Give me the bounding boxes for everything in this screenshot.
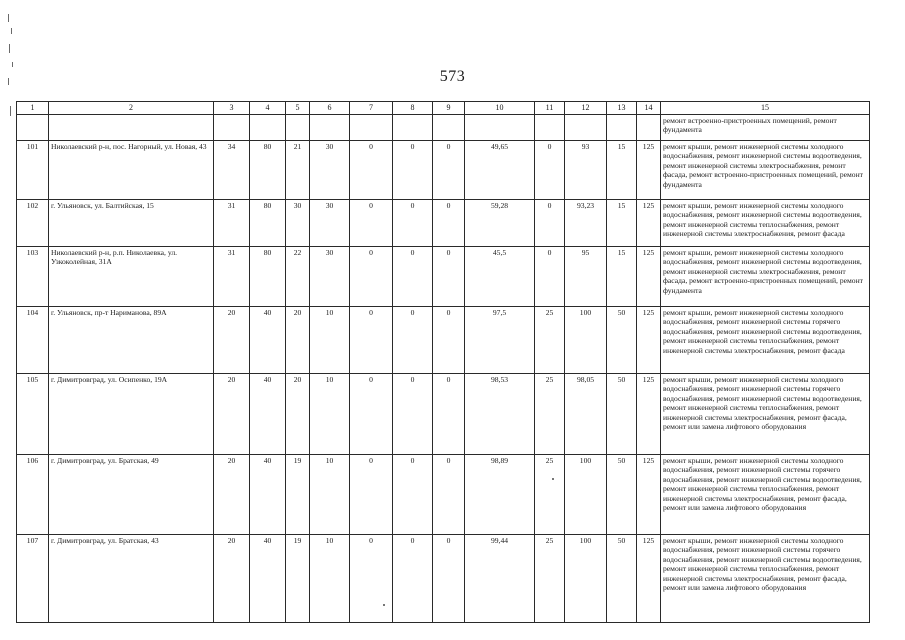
cell-val-8: 0 [393, 141, 433, 200]
cell-row-number: 107 [17, 535, 49, 623]
cell-address: Николаевский р-н, пос. Нагорный, ул. Новая, 43 [49, 141, 214, 200]
cell-val-7: 0 [350, 141, 393, 200]
cell-val-6: 10 [310, 535, 350, 623]
cell-val-7: 0 [350, 535, 393, 623]
cell-val-10: 59,28 [465, 200, 535, 247]
cell-row-number: 102 [17, 200, 49, 247]
cell-work-types: ремонт крыши, ремонт инженерной системы холодного водоснабжения, ремонт инженерной системы горячего водоснабжения, ремонт инженерной системы водоотведения, ремонт инженерной системы теплоснабжения, ремонт инженерной системы электроснабжения, ремонт фасада, ремонт или замена лифтового оборудования [661, 535, 870, 623]
cell-val-11: 25 [535, 455, 565, 535]
cell-val-12 [565, 115, 607, 141]
cell-val-8: 0 [393, 374, 433, 455]
cell-val-12: 95 [565, 247, 607, 307]
cell-val-9: 0 [433, 535, 465, 623]
cell-val-13: 50 [607, 307, 637, 374]
cell-val-14 [637, 115, 661, 141]
cell-val-14: 125 [637, 374, 661, 455]
cell-row-number: 103 [17, 247, 49, 307]
cell-val-7: 0 [350, 455, 393, 535]
cell-val-12: 93 [565, 141, 607, 200]
cell-val-10: 45,5 [465, 247, 535, 307]
cell-val-3: 31 [214, 200, 250, 247]
cell-val-6: 10 [310, 374, 350, 455]
table-row [17, 247, 870, 307]
cell-val-6: 30 [310, 247, 350, 307]
table-row [17, 141, 870, 200]
column-header-3: 3 [214, 102, 250, 115]
cell-val-8 [393, 115, 433, 141]
cell-val-11 [535, 115, 565, 141]
column-header-13: 13 [607, 102, 637, 115]
column-number-row [17, 102, 870, 115]
cell-val-14: 125 [637, 307, 661, 374]
cell-address: Николаевский р-н, р.п. Николаевка, ул. Узкоколейная, 31А [49, 247, 214, 307]
cell-val-13: 15 [607, 247, 637, 307]
cell-val-6: 10 [310, 455, 350, 535]
cell-val-3: 31 [214, 247, 250, 307]
cell-val-10: 97,5 [465, 307, 535, 374]
cell-val-6 [310, 115, 350, 141]
cell-val-11: 0 [535, 200, 565, 247]
cell-work-types: ремонт крыши, ремонт инженерной системы холодного водоснабжения, ремонт инженерной системы водоотведения, ремонт инженерной системы электроснабжения, ремонт фасада, ремонт встроенно-пристроенных помещений, ремонт фундамента [661, 141, 870, 200]
cell-val-11: 0 [535, 247, 565, 307]
cell-val-3 [214, 115, 250, 141]
cell-val-14: 125 [637, 247, 661, 307]
cell-val-3: 34 [214, 141, 250, 200]
table-row [17, 115, 870, 141]
cell-val-8: 0 [393, 535, 433, 623]
cell-val-4: 80 [250, 200, 286, 247]
cell-val-13: 15 [607, 141, 637, 200]
cell-val-8: 0 [393, 455, 433, 535]
repair-program-table [16, 101, 870, 623]
cell-val-12: 98,05 [565, 374, 607, 455]
column-header-12: 12 [565, 102, 607, 115]
cell-val-10: 98,53 [465, 374, 535, 455]
cell-work-types: ремонт крыши, ремонт инженерной системы холодного водоснабжения, ремонт инженерной системы горячего водоснабжения, ремонт инженерной системы водоотведения, ремонт инженерной системы теплоснабжения, ремонт инженерной системы электроснабжения, ремонт фасада [661, 307, 870, 374]
cell-work-types: ремонт крыши, ремонт инженерной системы холодного водоснабжения, ремонт инженерной системы водоотведения, ремонт инженерной системы теплоснабжения, ремонт инженерной системы электроснабжения, ремонт фасада [661, 200, 870, 247]
column-header-8: 8 [393, 102, 433, 115]
cell-val-10: 99,44 [465, 535, 535, 623]
cell-row-number [17, 115, 49, 141]
cell-address: г. Димитровград, ул. Братская, 49 [49, 455, 214, 535]
cell-val-12: 93,23 [565, 200, 607, 247]
cell-val-3: 20 [214, 455, 250, 535]
cell-val-9 [433, 115, 465, 141]
column-header-7: 7 [350, 102, 393, 115]
cell-val-14: 125 [637, 141, 661, 200]
cell-val-11: 25 [535, 374, 565, 455]
cell-val-9: 0 [433, 455, 465, 535]
cell-val-3: 20 [214, 374, 250, 455]
cell-row-number: 106 [17, 455, 49, 535]
cell-val-4: 40 [250, 307, 286, 374]
cell-val-4: 80 [250, 247, 286, 307]
cell-val-13: 15 [607, 200, 637, 247]
cell-val-11: 25 [535, 535, 565, 623]
column-header-5: 5 [286, 102, 310, 115]
column-header-14: 14 [637, 102, 661, 115]
cell-val-5: 30 [286, 200, 310, 247]
cell-val-14: 125 [637, 535, 661, 623]
cell-val-8: 0 [393, 200, 433, 247]
cell-address: г. Димитровград, ул. Осипенко, 19А [49, 374, 214, 455]
table-row [17, 535, 870, 623]
column-header-11: 11 [535, 102, 565, 115]
column-header-2: 2 [49, 102, 214, 115]
cell-val-9: 0 [433, 374, 465, 455]
cell-val-4: 40 [250, 374, 286, 455]
cell-val-8: 0 [393, 307, 433, 374]
cell-val-13: 50 [607, 535, 637, 623]
cell-val-10: 49,65 [465, 141, 535, 200]
cell-work-types: ремонт крыши, ремонт инженерной системы холодного водоснабжения, ремонт инженерной системы водоотведения, ремонт инженерной системы электроснабжения, ремонт фасада, ремонт встроенно-пристроенных помещений, ремонт фундамента [661, 247, 870, 307]
cell-val-7: 0 [350, 247, 393, 307]
scan-dot [383, 604, 385, 606]
cell-val-11: 0 [535, 141, 565, 200]
table-row [17, 374, 870, 455]
cell-address: г. Димитровград, ул. Братская, 43 [49, 535, 214, 623]
cell-val-9: 0 [433, 200, 465, 247]
cell-val-14: 125 [637, 455, 661, 535]
cell-val-13 [607, 115, 637, 141]
cell-val-5: 20 [286, 374, 310, 455]
cell-val-7: 0 [350, 374, 393, 455]
column-header-10: 10 [465, 102, 535, 115]
cell-val-13: 50 [607, 374, 637, 455]
cell-row-number: 101 [17, 141, 49, 200]
cell-val-6: 30 [310, 200, 350, 247]
cell-work-types: ремонт крыши, ремонт инженерной системы холодного водоснабжения, ремонт инженерной системы горячего водоснабжения, ремонт инженерной системы водоотведения, ремонт инженерной системы теплоснабжения, ремонт инженерной системы электроснабжения, ремонт фасада, ремонт или замена лифтового оборудования [661, 374, 870, 455]
cell-val-6: 30 [310, 141, 350, 200]
cell-val-3: 20 [214, 535, 250, 623]
cell-val-9: 0 [433, 141, 465, 200]
cell-val-5: 21 [286, 141, 310, 200]
table-row [17, 307, 870, 374]
cell-address: г. Ульяновск, пр-т Нариманова, 89А [49, 307, 214, 374]
cell-val-12: 100 [565, 455, 607, 535]
cell-val-9: 0 [433, 247, 465, 307]
cell-val-4: 80 [250, 141, 286, 200]
cell-val-5: 22 [286, 247, 310, 307]
cell-val-5: 19 [286, 455, 310, 535]
cell-val-4 [250, 115, 286, 141]
column-header-15: 15 [661, 102, 870, 115]
cell-val-5: 19 [286, 535, 310, 623]
table-row [17, 200, 870, 247]
cell-val-7 [350, 115, 393, 141]
cell-val-4: 40 [250, 535, 286, 623]
cell-val-12: 100 [565, 307, 607, 374]
cell-val-13: 50 [607, 455, 637, 535]
table-row [17, 455, 870, 535]
column-header-9: 9 [433, 102, 465, 115]
cell-val-12: 100 [565, 535, 607, 623]
cell-row-number: 104 [17, 307, 49, 374]
cell-val-10 [465, 115, 535, 141]
cell-work-types: ремонт встроенно-пристроенных помещений, ремонт фундамента [661, 115, 870, 141]
cell-row-number: 105 [17, 374, 49, 455]
cell-val-8: 0 [393, 247, 433, 307]
cell-val-3: 20 [214, 307, 250, 374]
cell-val-10: 98,89 [465, 455, 535, 535]
cell-val-7: 0 [350, 200, 393, 247]
column-header-1: 1 [17, 102, 49, 115]
column-header-6: 6 [310, 102, 350, 115]
column-header-4: 4 [250, 102, 286, 115]
page-number: 573 [439, 68, 466, 85]
cell-address: г. Ульяновск, ул. Балтийская, 15 [49, 200, 214, 247]
cell-val-4: 40 [250, 455, 286, 535]
cell-val-7: 0 [350, 307, 393, 374]
cell-val-5 [286, 115, 310, 141]
cell-val-6: 10 [310, 307, 350, 374]
cell-val-11: 25 [535, 307, 565, 374]
scan-dot [552, 478, 554, 480]
cell-val-9: 0 [433, 307, 465, 374]
cell-work-types: ремонт крыши, ремонт инженерной системы холодного водоснабжения, ремонт инженерной системы горячего водоснабжения, ремонт инженерной системы водоотведения, ремонт инженерной системы теплоснабжения, ремонт инженерной системы электроснабжения, ремонт фасада, ремонт или замена лифтового оборудования [661, 455, 870, 535]
cell-val-5: 20 [286, 307, 310, 374]
cell-val-14: 125 [637, 200, 661, 247]
cell-address [49, 115, 214, 141]
